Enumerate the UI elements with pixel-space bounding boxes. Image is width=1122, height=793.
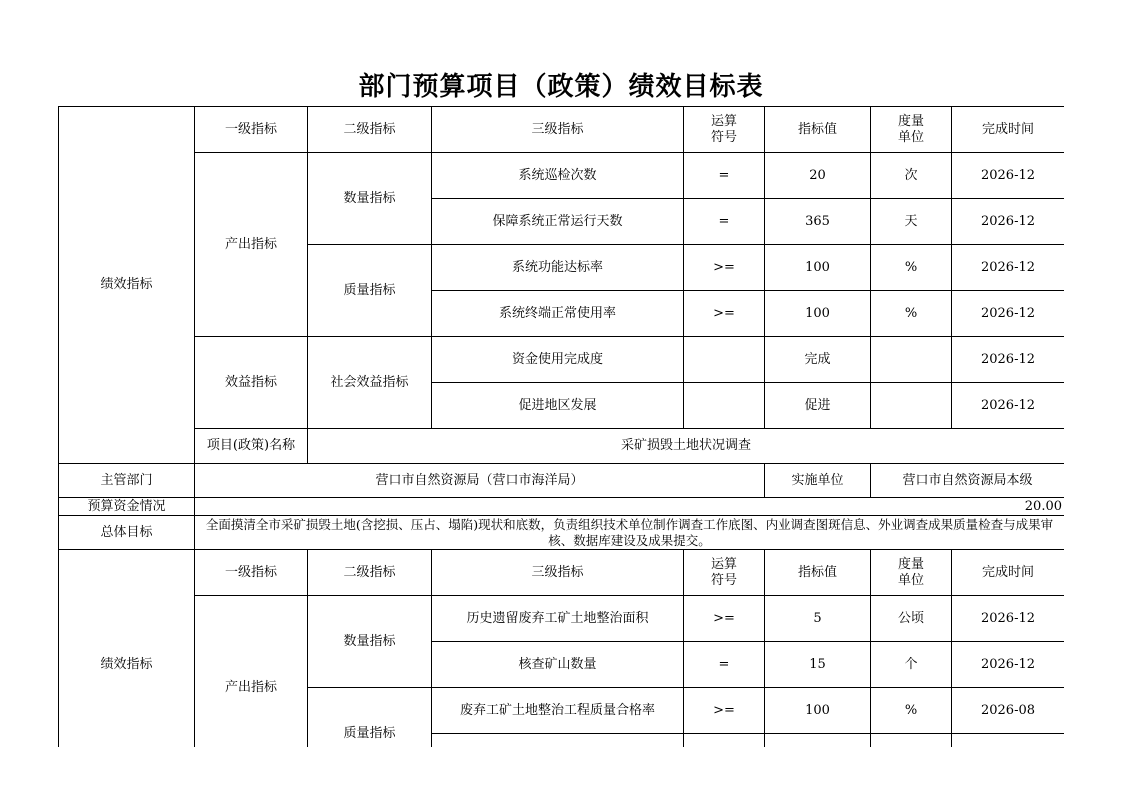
- indicator-name: 历史遗留废弃工矿土地整治面积: [432, 596, 684, 642]
- indicator-name: 资金使用完成度: [432, 337, 684, 383]
- level2-quantity: 数量指标: [308, 596, 432, 688]
- project-name: 采矿损毁土地状况调查: [308, 429, 1065, 464]
- indicator-value: 促进: [765, 383, 871, 429]
- indicator-name-empty: [432, 734, 684, 748]
- indicator-op: =: [684, 153, 765, 199]
- indicator-unit: 天: [871, 199, 952, 245]
- indicator-unit: 公顷: [871, 596, 952, 642]
- indicator-value: 100: [765, 688, 871, 734]
- indicator-op: >=: [684, 688, 765, 734]
- impl-label: 实施单位: [765, 464, 871, 498]
- header-level3: 三级指标: [432, 107, 684, 153]
- level1-output: 产出指标: [195, 596, 308, 748]
- header-unit-text: 度量 单位: [897, 113, 924, 145]
- header-level2: 二级指标: [308, 107, 432, 153]
- indicator-op: >=: [684, 291, 765, 337]
- level2-quantity: 数量指标: [308, 153, 432, 245]
- performance-table-container: [58, 106, 1064, 747]
- table-row: [59, 464, 1065, 498]
- header-deadline: 完成时间: [952, 107, 1065, 153]
- header-row: [59, 550, 1065, 596]
- goal-text: 全面摸清全市采矿损毁土地(含挖损、压占、塌陷)现状和底数，负责组织技术单位制作调查工作底图、内业调查图斑信息、外业调查成果质量检查与成果审核、数据库建设及成果提交。: [195, 516, 1065, 550]
- impl-value: 营口市自然资源局本级: [871, 464, 1065, 498]
- header-level2: 二级指标: [308, 550, 432, 596]
- header-unit: [871, 107, 952, 153]
- table-row: [59, 596, 1065, 642]
- indicator-value-empty: [765, 734, 871, 748]
- header-value: 指标值: [765, 107, 871, 153]
- indicator-date: 2026-08: [952, 688, 1065, 734]
- header-unit-text: 度量 单位: [897, 556, 924, 588]
- project-name-label: 项目(政策)名称: [195, 429, 308, 464]
- budget-label: 预算资金情况: [59, 498, 195, 516]
- dept-value: 营口市自然资源局（营口市海洋局）: [195, 464, 765, 498]
- indicator-unit: [871, 383, 952, 429]
- header-unit: [871, 550, 952, 596]
- indicator-op: [684, 383, 765, 429]
- indicator-name: 核查矿山数量: [432, 642, 684, 688]
- header-operator: [684, 550, 765, 596]
- indicator-date: 2026-12: [952, 383, 1065, 429]
- level1-benefit: 效益指标: [195, 337, 308, 429]
- level2-quality: 质量指标: [308, 688, 432, 748]
- indicator-op: =: [684, 199, 765, 245]
- indicator-unit: 个: [871, 642, 952, 688]
- header-deadline: 完成时间: [952, 550, 1065, 596]
- header-operator: [684, 107, 765, 153]
- table-row: [59, 429, 1065, 464]
- indicator-value: 100: [765, 291, 871, 337]
- table-row: [59, 498, 1065, 516]
- header-row: [59, 107, 1065, 153]
- indicator-date: 2026-12: [952, 291, 1065, 337]
- indicator-unit: 次: [871, 153, 952, 199]
- table-row: [59, 516, 1065, 550]
- indicator-date: 2026-12: [952, 199, 1065, 245]
- indicator-value: 20: [765, 153, 871, 199]
- indicator-unit-empty: [871, 734, 952, 748]
- indicator-op: [684, 337, 765, 383]
- performance-table: [58, 106, 1064, 747]
- indicator-op: =: [684, 642, 765, 688]
- header-level3: 三级指标: [432, 550, 684, 596]
- page-title: 部门预算项目（政策）绩效目标表: [358, 72, 764, 102]
- header-operator-text: 运算 符号: [710, 556, 737, 588]
- section-label: 绩效指标: [59, 550, 195, 748]
- indicator-unit: %: [871, 291, 952, 337]
- indicator-value: 15: [765, 642, 871, 688]
- indicator-value: 365: [765, 199, 871, 245]
- table-row: [59, 337, 1065, 383]
- dept-label: 主管部门: [59, 464, 195, 498]
- indicator-value: 5: [765, 596, 871, 642]
- indicator-value: 完成: [765, 337, 871, 383]
- indicator-op: >=: [684, 596, 765, 642]
- indicator-date: 2026-12: [952, 245, 1065, 291]
- table-row: [59, 153, 1065, 199]
- level1-output: 产出指标: [195, 153, 308, 337]
- header-value: 指标值: [765, 550, 871, 596]
- indicator-name: 保障系统正常运行天数: [432, 199, 684, 245]
- indicator-op: >=: [684, 245, 765, 291]
- indicator-name: 促进地区发展: [432, 383, 684, 429]
- indicator-date: 2026-12: [952, 153, 1065, 199]
- indicator-name: 系统终端正常使用率: [432, 291, 684, 337]
- level2-quality: 质量指标: [308, 245, 432, 337]
- indicator-op-empty: [684, 734, 765, 748]
- header-level1: 一级指标: [195, 107, 308, 153]
- indicator-name: 废弃工矿土地整治工程质量合格率: [432, 688, 684, 734]
- indicator-unit: %: [871, 688, 952, 734]
- indicator-name: 系统功能达标率: [432, 245, 684, 291]
- indicator-name: 系统巡检次数: [432, 153, 684, 199]
- header-level1: 一级指标: [195, 550, 308, 596]
- indicator-date-empty: [952, 734, 1065, 748]
- indicator-date: 2026-12: [952, 596, 1065, 642]
- budget-value: 20.00: [195, 498, 1065, 516]
- indicator-date: 2026-12: [952, 642, 1065, 688]
- header-operator-text: 运算 符号: [710, 113, 737, 145]
- indicator-unit: [871, 337, 952, 383]
- level2-social: 社会效益指标: [308, 337, 432, 429]
- indicator-value: 100: [765, 245, 871, 291]
- indicator-date: 2026-12: [952, 337, 1065, 383]
- goal-label: 总体目标: [59, 516, 195, 550]
- indicator-unit: %: [871, 245, 952, 291]
- section-label: 绩效指标: [59, 107, 195, 464]
